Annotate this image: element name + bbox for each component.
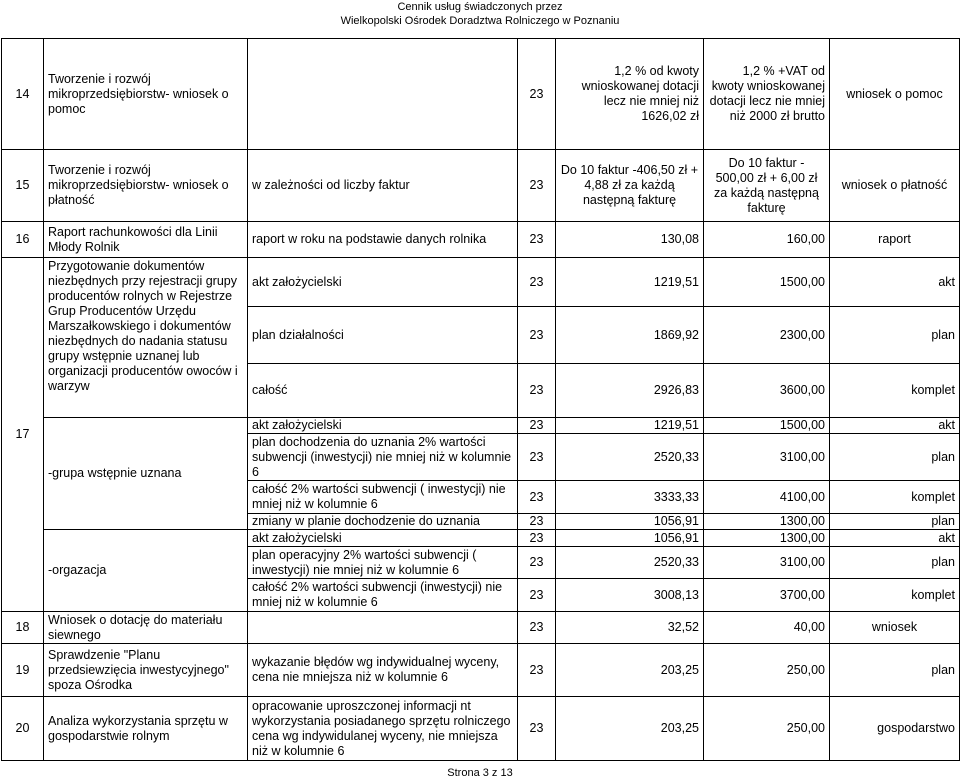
service-scope: w zależności od liczby faktur xyxy=(248,150,518,222)
price-table xyxy=(1,38,960,761)
service-scope: raport w roku na podstawie danych rolnika xyxy=(248,222,518,258)
gross-price: 3700,00 xyxy=(704,579,830,612)
gross-price: 4100,00 xyxy=(704,481,830,514)
row-number: 16 xyxy=(2,222,44,258)
unit: plan xyxy=(830,547,960,579)
row-number: 20 xyxy=(2,697,44,761)
gross-price: 1500,00 xyxy=(704,418,830,434)
net-price: 1056,91 xyxy=(556,514,704,530)
unit: wniosek o płatność xyxy=(830,150,960,222)
service-scope: plan dochodzenia do uznania 2% wartości subwencji (inwestycji) nie mniej niż w kolumnie 6 xyxy=(248,434,518,481)
vat-rate: 23 xyxy=(518,364,556,418)
vat-rate: 23 xyxy=(518,150,556,222)
net-price: 1219,51 xyxy=(556,258,704,307)
service-scope: całość 2% wartości subwencji (inwestycji) nie mniej niż w kolumnie 6 xyxy=(248,579,518,612)
service-scope: akt założycielski xyxy=(248,530,518,547)
unit: wniosek o pomoc xyxy=(830,39,960,150)
gross-price: 1300,00 xyxy=(704,514,830,530)
gross-price: 160,00 xyxy=(704,222,830,258)
table-row xyxy=(2,418,960,434)
unit: akt xyxy=(830,258,960,307)
vat-rate: 23 xyxy=(518,222,556,258)
service-scope: akt założycielski xyxy=(248,418,518,434)
service-scope: zmiany w planie dochodzenie do uznania xyxy=(248,514,518,530)
service-name: Tworzenie i rozwój mikroprzedsiębiorstw- wniosek o pomoc xyxy=(44,39,248,150)
table-row xyxy=(2,697,960,761)
table-row xyxy=(2,39,960,150)
header-line-2: Wielkopolski Ośrodek Doradztwa Rolniczego w Poznaniu xyxy=(340,15,620,27)
table-row xyxy=(2,612,960,644)
net-price: 203,25 xyxy=(556,697,704,761)
service-name-sub: -grupa wstępnie uznana xyxy=(44,418,248,530)
service-name: Wniosek o dotację do materiału siewnego xyxy=(44,612,248,644)
vat-rate: 23 xyxy=(518,612,556,644)
service-scope: akt założycielski xyxy=(248,258,518,307)
service-scope: wykazanie błędów wg indywidualnej wyceny, cena nie mniejsza niż w kolumnie 6 xyxy=(248,644,518,697)
vat-rate: 23 xyxy=(518,481,556,514)
net-price: 1869,92 xyxy=(556,307,704,364)
vat-rate: 23 xyxy=(518,307,556,364)
table-row xyxy=(2,222,960,258)
unit: komplet xyxy=(830,579,960,612)
net-price: 1056,91 xyxy=(556,530,704,547)
unit: akt xyxy=(830,530,960,547)
header-line-1: Cennik usług świadczonych przez xyxy=(397,1,563,13)
row-number: 15 xyxy=(2,150,44,222)
row-number: 18 xyxy=(2,612,44,644)
gross-price: 250,00 xyxy=(704,697,830,761)
net-price: 3008,13 xyxy=(556,579,704,612)
service-name: Tworzenie i rozwój mikroprzedsiębiorstw- wniosek o płatność xyxy=(44,150,248,222)
vat-rate: 23 xyxy=(518,514,556,530)
gross-price: 40,00 xyxy=(704,612,830,644)
vat-rate: 23 xyxy=(518,579,556,612)
net-price: 130,08 xyxy=(556,222,704,258)
gross-price: 3600,00 xyxy=(704,364,830,418)
table-row xyxy=(2,258,960,307)
service-name: Raport rachunkowości dla Linii Młody Rolnik xyxy=(44,222,248,258)
service-scope: plan operacyjny 2% wartości subwencji ( inwestycji) nie mniej niż w kolumnie 6 xyxy=(248,547,518,579)
gross-price: 1300,00 xyxy=(704,530,830,547)
row-number: 17 xyxy=(2,258,44,612)
service-name: Analiza wykorzystania sprzętu w gospodarstwie rolnym xyxy=(44,697,248,761)
unit: raport xyxy=(830,222,960,258)
gross-price: Do 10 faktur - 500,00 zł + 6,00 zł za każdą następną fakturę xyxy=(704,150,830,222)
service-scope xyxy=(248,612,518,644)
vat-rate: 23 xyxy=(518,39,556,150)
document-header xyxy=(0,0,960,28)
net-price: 1219,51 xyxy=(556,418,704,434)
service-name: Sprawdzenie "Planu przedsiewzięcia inwestycyjnego" spoza Ośrodka xyxy=(44,644,248,697)
unit: komplet xyxy=(830,481,960,514)
net-price: 2926,83 xyxy=(556,364,704,418)
net-price: 203,25 xyxy=(556,644,704,697)
gross-price: 3100,00 xyxy=(704,434,830,481)
unit: plan xyxy=(830,307,960,364)
table-row xyxy=(2,644,960,697)
table-row xyxy=(2,530,960,547)
vat-rate: 23 xyxy=(518,547,556,579)
unit: wniosek xyxy=(830,612,960,644)
unit: akt xyxy=(830,418,960,434)
service-scope: plan działalności xyxy=(248,307,518,364)
net-price: Do 10 faktur -406,50 zł + 4,88 zł za każdą następną fakturę xyxy=(556,150,704,222)
net-price: 32,52 xyxy=(556,612,704,644)
vat-rate: 23 xyxy=(518,697,556,761)
service-scope: całość 2% wartości subwencji ( inwestycji) nie mniej niż w kolumnie 6 xyxy=(248,481,518,514)
vat-rate: 23 xyxy=(518,644,556,697)
unit: plan xyxy=(830,514,960,530)
vat-rate: 23 xyxy=(518,434,556,481)
service-name: Przygotowanie dokumentów niezbędnych przy rejestracji grupy producentów rolnych w Rejestrze Grup Producentów Urzędu Marszałkowskiego i dokumentów niezbędnych do nadania statusu grupy wstępnie uznanej lub organizacji producentów owoców i warzyw xyxy=(44,258,248,418)
vat-rate: 23 xyxy=(518,418,556,434)
gross-price: 250,00 xyxy=(704,644,830,697)
row-number: 19 xyxy=(2,644,44,697)
net-price: 3333,33 xyxy=(556,481,704,514)
gross-price: 1500,00 xyxy=(704,258,830,307)
vat-rate: 23 xyxy=(518,258,556,307)
unit: gospodarstwo xyxy=(830,697,960,761)
net-price: 2520,33 xyxy=(556,547,704,579)
vat-rate: 23 xyxy=(518,530,556,547)
net-price: 1,2 % od kwoty wnioskowanej dotacji lecz nie mniej niż 1626,02 zł xyxy=(556,39,704,150)
service-name-sub: -orgazacja xyxy=(44,530,248,612)
gross-price: 1,2 % +VAT od kwoty wnioskowanej dotacji lecz nie mniej niż 2000 zł brutto xyxy=(704,39,830,150)
page-number: Strona 3 z 13 xyxy=(447,767,513,779)
unit: plan xyxy=(830,644,960,697)
service-scope: całość xyxy=(248,364,518,418)
page-footer xyxy=(0,767,960,779)
row-number: 14 xyxy=(2,39,44,150)
net-price: 2520,33 xyxy=(556,434,704,481)
gross-price: 3100,00 xyxy=(704,547,830,579)
gross-price: 2300,00 xyxy=(704,307,830,364)
service-scope xyxy=(248,39,518,150)
service-scope: opracowanie uproszczonej informacji nt wykorzystania posiadanego sprzętu rolniczego cena wg indywidulanej wyceny, nie mniejsza niż w kolumnie 6 xyxy=(248,697,518,761)
unit: plan xyxy=(830,434,960,481)
table-row xyxy=(2,150,960,222)
unit: komplet xyxy=(830,364,960,418)
